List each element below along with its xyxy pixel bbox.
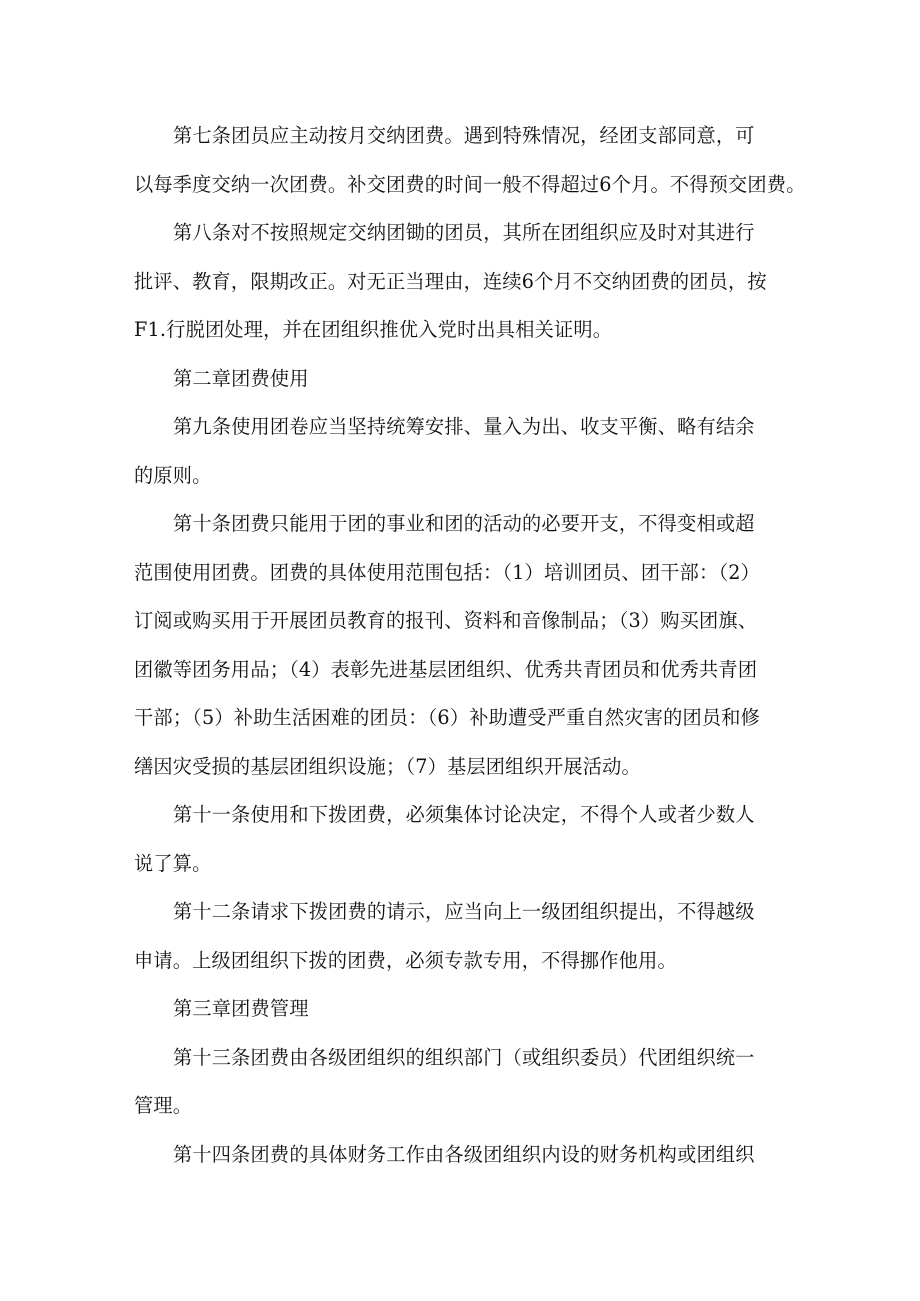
article-12-paragraph [134, 888, 789, 985]
document-body [134, 112, 806, 1179]
article-11-paragraph [134, 791, 789, 888]
heading-line: 第二章团费使用 [173, 366, 309, 390]
text-line: 范围使用团费。团费的具体使用范围包括：（1）培训团员、团干部：（2） [134, 560, 761, 584]
text-line: 第十一条使用和下拨团费，必须集体讨论决定，不得个人或者少数人 [173, 803, 755, 826]
text-line: 第七条团员应主动按月交纳团费。遇到特殊情况，经团支部同意，可 [173, 124, 755, 147]
text-line: 申请。上级团组织下拨的团费，必须专款专用，不得挪作他用。 [134, 948, 677, 972]
chapter-3-heading [134, 985, 789, 1034]
text-line: 以每季度交纳一次团费。补交团费的时间一般不得超过6个月。不得预交团费。 [134, 172, 806, 196]
article-13-paragraph [134, 1034, 789, 1131]
text-line: 第九条使用团卷应当坚持统筹安排、量入为出、收支平衡、略有结余 [173, 415, 755, 438]
text-line: 第十二条请求下拨团费的请示，应当向上一级团组织提出，不得越级 [173, 900, 755, 923]
article-14-paragraph [134, 1131, 789, 1180]
text-line: 第八条对不按照规定交纳团锄的团员，其所在团组织应及时对其进行 [173, 221, 755, 244]
text-line: 缮因灾受损的基层团组织设施；（7）基层团组织开展活动。 [134, 754, 641, 778]
text-line: 干部；（5）补助生活困难的团员：（6）补助遭受严重自然灾害的团员和修 [134, 706, 761, 729]
article-10-paragraph [134, 500, 789, 791]
text-line: F1.行脱团处理，并在团组织推优入党时出具相关证明。 [134, 318, 613, 341]
text-line: 团徽等团务用品；（4）表彰先进基层团组织、优秀共青团员和优秀共青团 [134, 657, 758, 681]
article-8-paragraph [134, 209, 789, 355]
text-line: 第十条团费只能用于团的事业和团的活动的必要开支，不得变相或超 [173, 512, 755, 535]
text-line: 说了算。 [134, 851, 212, 875]
text-line: 第十三条团费由各级团组织的组织部门（或组织委员）代团组织统一 [173, 1045, 755, 1069]
text-line: 批评、教育，限期改正。对无正当理由，连续6个月不交纳团费的团员，按 [134, 269, 767, 293]
text-line: 的原则。 [134, 463, 212, 487]
article-9-paragraph [134, 403, 789, 500]
text-line: 管理。 [134, 1094, 193, 1117]
article-7-paragraph [134, 112, 806, 209]
chapter-2-heading [134, 355, 789, 404]
text-line: 第十四条团费的具体财务工作由各级团组织内设的财务机构或团组织 [173, 1142, 755, 1166]
heading-line: 第三章团费管理 [173, 997, 309, 1020]
text-line: 订阅或购买用于开展团员教育的报刊、资料和音像制品；（3）购买团旗、 [134, 609, 758, 632]
